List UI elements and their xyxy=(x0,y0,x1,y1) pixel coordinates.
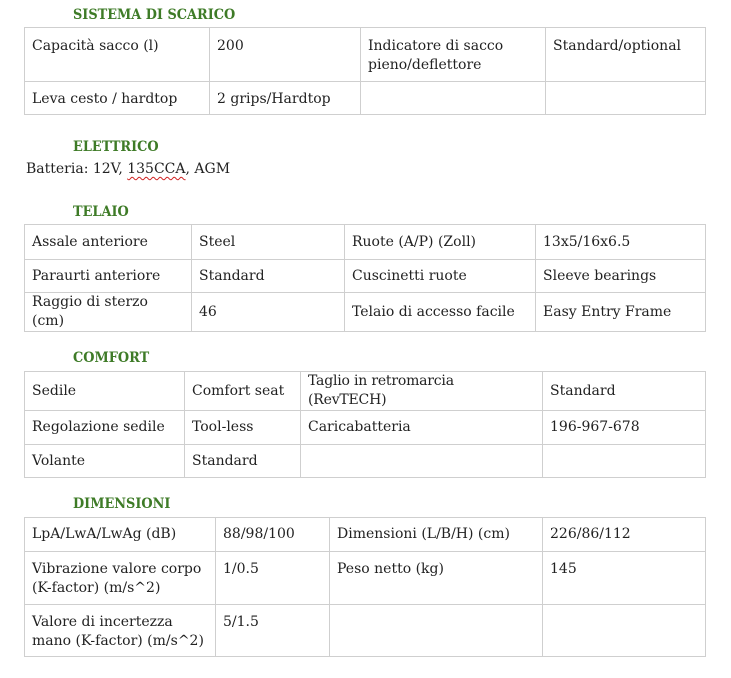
table-cell: Tool-less xyxy=(185,411,301,445)
table-cell: 1/0.5 xyxy=(216,552,330,605)
battery-spec xyxy=(26,161,230,177)
table-scarico xyxy=(24,27,706,115)
table-cell: Sleeve bearings xyxy=(536,260,706,293)
table-cell: Caricabatteria xyxy=(301,411,543,445)
table-cell: 2 grips/Hardtop xyxy=(210,82,361,115)
table-cell: Sedile xyxy=(25,372,185,411)
table-cell: Ruote (A/P) (Zoll) xyxy=(345,225,536,260)
table-cell: 88/98/100 xyxy=(216,518,330,552)
table-row xyxy=(25,411,706,445)
section-heading-scarico: SISTEMA DI SCARICO xyxy=(73,7,236,23)
table-cell: Raggio di sterzo (cm) xyxy=(25,293,192,332)
table-row xyxy=(25,225,706,260)
table-cell: Leva cesto / hardtop xyxy=(25,82,210,115)
table-row xyxy=(25,552,706,605)
table-telaio xyxy=(24,224,706,332)
table-cell: 13x5/16x6.5 xyxy=(536,225,706,260)
table-cell: Comfort seat xyxy=(185,372,301,411)
table-cell: 145 xyxy=(543,552,706,605)
table-cell xyxy=(546,82,706,115)
table-row xyxy=(25,518,706,552)
section-heading-elettrico: ELETTRICO xyxy=(73,139,159,155)
table-cell xyxy=(330,605,543,657)
table-row xyxy=(25,605,706,657)
table-row xyxy=(25,445,706,478)
table-cell: Standard/optional xyxy=(546,28,706,82)
battery-cca: 135CCA xyxy=(127,161,186,177)
table-cell xyxy=(543,445,706,478)
table-cell: Capacità sacco (l) xyxy=(25,28,210,82)
table-cell xyxy=(543,605,706,657)
table-cell: Dimensioni (L/B/H) (cm) xyxy=(330,518,543,552)
section-heading-dimensioni: DIMENSIONI xyxy=(73,496,171,512)
table-cell: Valore di incertezza mano (K-factor) (m/s^2) xyxy=(25,605,216,657)
table-cell: Peso netto (kg) xyxy=(330,552,543,605)
table-cell: 196-967-678 xyxy=(543,411,706,445)
table-cell: Vibrazione valore corpo (K-factor) (m/s^2) xyxy=(25,552,216,605)
table-row xyxy=(25,82,706,115)
table-row xyxy=(25,260,706,293)
table-cell: Steel xyxy=(192,225,345,260)
table-dimensioni xyxy=(24,517,706,657)
table-cell xyxy=(301,445,543,478)
battery-prefix: Batteria: 12V, xyxy=(26,161,128,177)
table-cell: Standard xyxy=(185,445,301,478)
table-cell: 226/86/112 xyxy=(543,518,706,552)
table-cell: Cuscinetti ruote xyxy=(345,260,536,293)
table-cell: Assale anteriore xyxy=(25,225,192,260)
table-cell: LpA/LwA/LwAg (dB) xyxy=(25,518,216,552)
section-heading-telaio: TELAIO xyxy=(73,204,129,220)
table-cell: Telaio di accesso facile xyxy=(345,293,536,332)
table-cell: 200 xyxy=(210,28,361,82)
battery-suffix: , AGM xyxy=(185,161,231,177)
table-cell: 46 xyxy=(192,293,345,332)
table-cell: Standard xyxy=(192,260,345,293)
table-cell: Taglio in retromarcia (RevTECH) xyxy=(301,372,543,411)
section-heading-comfort: COMFORT xyxy=(73,350,150,366)
table-cell: Easy Entry Frame xyxy=(536,293,706,332)
table-cell: Standard xyxy=(543,372,706,411)
table-row xyxy=(25,293,706,332)
table-cell: Paraurti anteriore xyxy=(25,260,192,293)
table-comfort xyxy=(24,371,706,478)
table-cell: Regolazione sedile xyxy=(25,411,185,445)
table-row xyxy=(25,372,706,411)
table-row xyxy=(25,28,706,82)
table-cell: Indicatore di sacco pieno/deflettore xyxy=(361,28,546,82)
table-cell: Volante xyxy=(25,445,185,478)
table-cell xyxy=(361,82,546,115)
table-cell: 5/1.5 xyxy=(216,605,330,657)
